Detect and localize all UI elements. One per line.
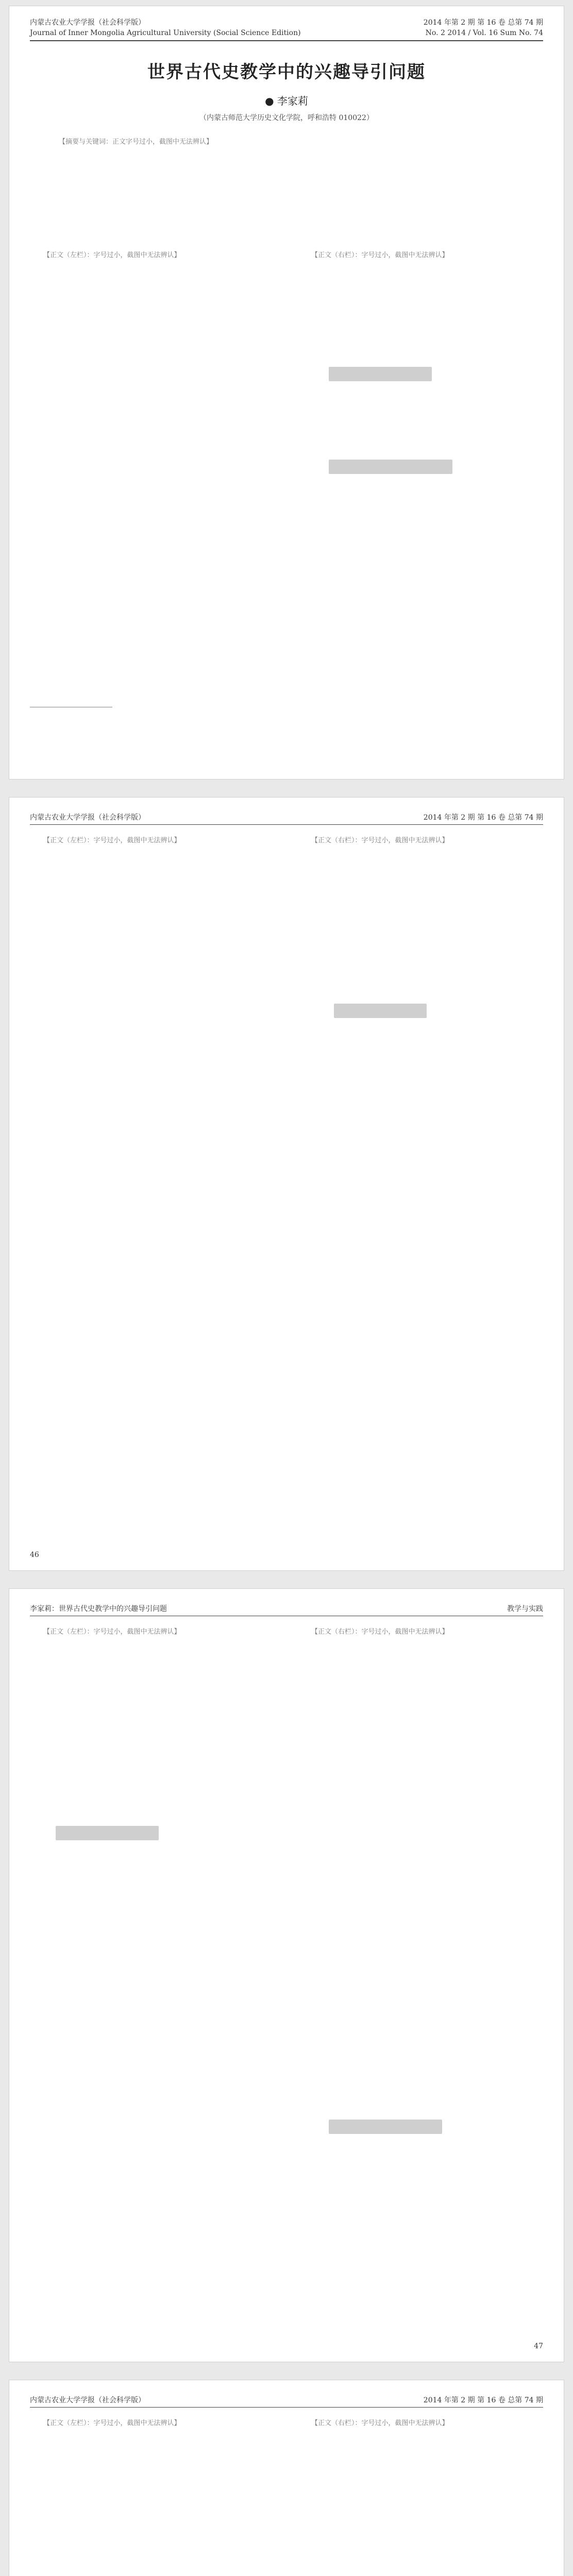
abstract-placeholder: 【摘要与关键词：正文字号过小，截图中无法辨认】: [59, 138, 213, 146]
body-placeholder-left: 【正文（左栏）：字号过小，截图中无法辨认】: [43, 251, 181, 259]
author-byline: ● 李家莉: [265, 95, 308, 107]
body-placeholder-left: 【正文（左栏）：字号过小，截图中无法辨认】: [43, 1628, 181, 1636]
body-column-left: [30, 1625, 288, 2320]
journal-name-cn: 内蒙古农业大学学报（社会科学版）: [30, 19, 145, 27]
issue-info-cn: 2014 年第 2 期 第 16 卷 总第 74 期: [423, 19, 543, 27]
body-placeholder-right: 【正文（右栏）：字号过小，截图中无法辨认】: [311, 837, 449, 844]
body-column-right: [298, 834, 543, 1529]
running-head: [30, 811, 543, 825]
page-4: [9, 2380, 564, 2576]
body-placeholder-left: 【正文（左栏）：字号过小，截图中无法辨认】: [43, 2419, 181, 2427]
page-number: 47: [534, 2342, 543, 2350]
masthead-left: [30, 18, 301, 38]
page-number: 46: [30, 1551, 39, 1559]
section-heading-1: [329, 367, 432, 381]
running-head-left: 内蒙古农业大学学报（社会科学版）: [30, 2396, 145, 2404]
masthead-right: [424, 18, 543, 38]
section-heading-1: [56, 1826, 159, 1840]
journal-name-en: Journal of Inner Mongolia Agricultural University (Social Science Edition): [30, 29, 301, 37]
issue-info-en: No. 2 2014 / Vol. 16 Sum No. 74: [425, 29, 543, 37]
page-3: [9, 1589, 564, 2362]
running-head: [30, 1602, 543, 1616]
body-placeholder-right: 【正文（右栏）：字号过小，截图中无法辨认】: [311, 2419, 449, 2427]
body-placeholder-right: 【正文（右栏）：字号过小，截图中无法辨认】: [311, 251, 449, 259]
running-head-right: 2014 年第 2 期 第 16 卷 总第 74 期: [423, 814, 543, 822]
body-placeholder-right: 【正文（右栏）：字号过小，截图中无法辨认】: [311, 1628, 449, 1636]
body-placeholder-left: 【正文（左栏）：字号过小，截图中无法辨认】: [43, 837, 181, 844]
body-column-right: [298, 248, 543, 764]
page-2: [9, 798, 564, 1570]
running-head-right: 2014 年第 2 期 第 16 卷 总第 74 期: [423, 2396, 543, 2404]
section-heading-2: [329, 2120, 442, 2134]
section-heading: [334, 1004, 427, 1018]
body-column-left: [30, 2416, 288, 2576]
body-column-left: [30, 248, 288, 697]
page-1: [9, 6, 564, 779]
author-affiliation: （内蒙古师范大学历史文化学院，呼和浩特 010022）: [199, 114, 374, 122]
section-heading-2: [329, 460, 452, 474]
body-column-right: [298, 2416, 543, 2576]
article-title: 世界古代史教学中的兴趣导引问题: [147, 62, 426, 82]
running-head: [30, 2394, 543, 2408]
abstract-block: [45, 135, 528, 233]
running-head-left: 内蒙古农业大学学报（社会科学版）: [30, 814, 145, 822]
running-head-left: 李家莉：世界古代史教学中的兴趣导引问题: [30, 1605, 167, 1613]
body-column-left: [30, 834, 288, 1529]
journal-masthead: [30, 15, 543, 41]
body-column-right: [298, 1625, 543, 2320]
running-head-right: 教学与实践: [507, 1605, 543, 1613]
